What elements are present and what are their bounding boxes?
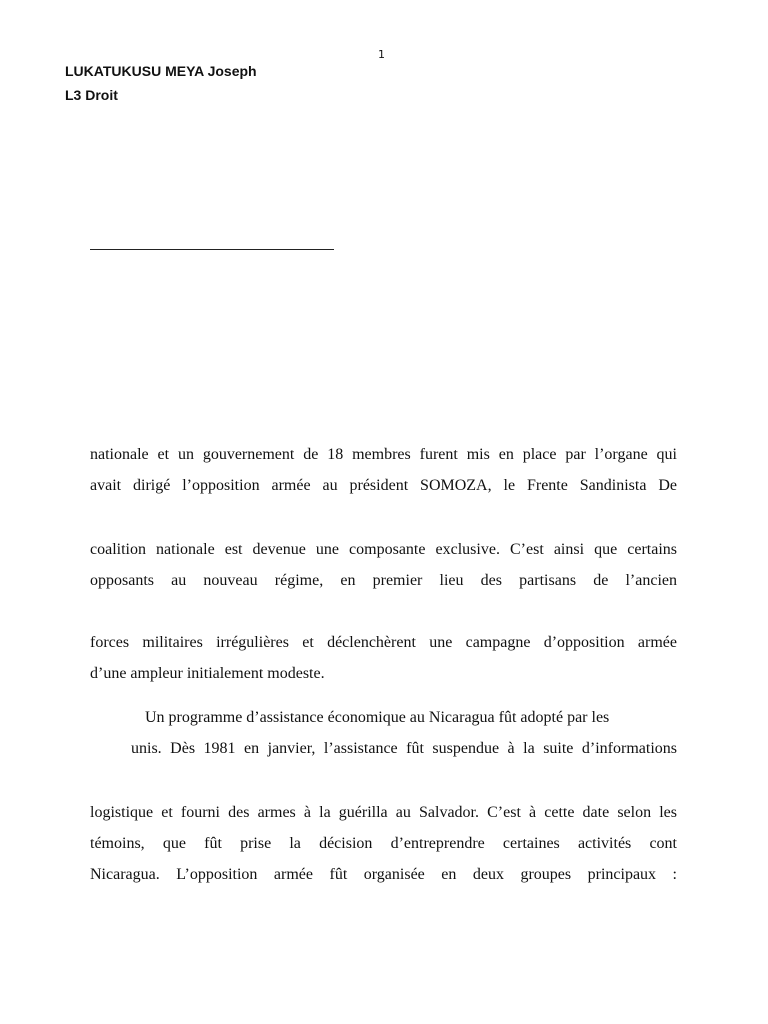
text-line: témoins, que fût prise la décision d’entreprendre certaines activités cont (90, 835, 677, 852)
text-line: d’une ampleur initialement modeste. (90, 665, 325, 682)
text-line: forces militaires irrégulières et déclenchèrent une campagne d’opposition armée (90, 634, 677, 651)
academic-level: L3 Droit (65, 87, 118, 103)
text-line: opposants au nouveau régime, en premier lieu des partisans de l’ancien (90, 572, 677, 589)
text-line: unis. Dès 1981 en janvier, l’assistance fût suspendue à la suite d’informations (131, 740, 677, 757)
page-number: 1 (378, 48, 385, 61)
text-line: coalition nationale est devenue une composante exclusive. C’est ainsi que certains (90, 541, 677, 558)
author-name: LUKATUKUSU MEYA Joseph (65, 63, 257, 79)
text-line: avait dirigé l’opposition armée au président SOMOZA, le Frente Sandinista De (90, 477, 677, 494)
text-line: logistique et fourni des armes à la guérilla au Salvador. C’est à cette date selon les (90, 804, 677, 821)
text-line: Nicaragua. L’opposition armée fût organisée en deux groupes principaux : (90, 866, 677, 883)
text-line: Un programme d’assistance économique au Nicaragua fût adopté par les (145, 709, 610, 726)
footnote-separator (90, 249, 334, 250)
text-line: nationale et un gouvernement de 18 membres furent mis en place par l’organe qui (90, 446, 677, 463)
